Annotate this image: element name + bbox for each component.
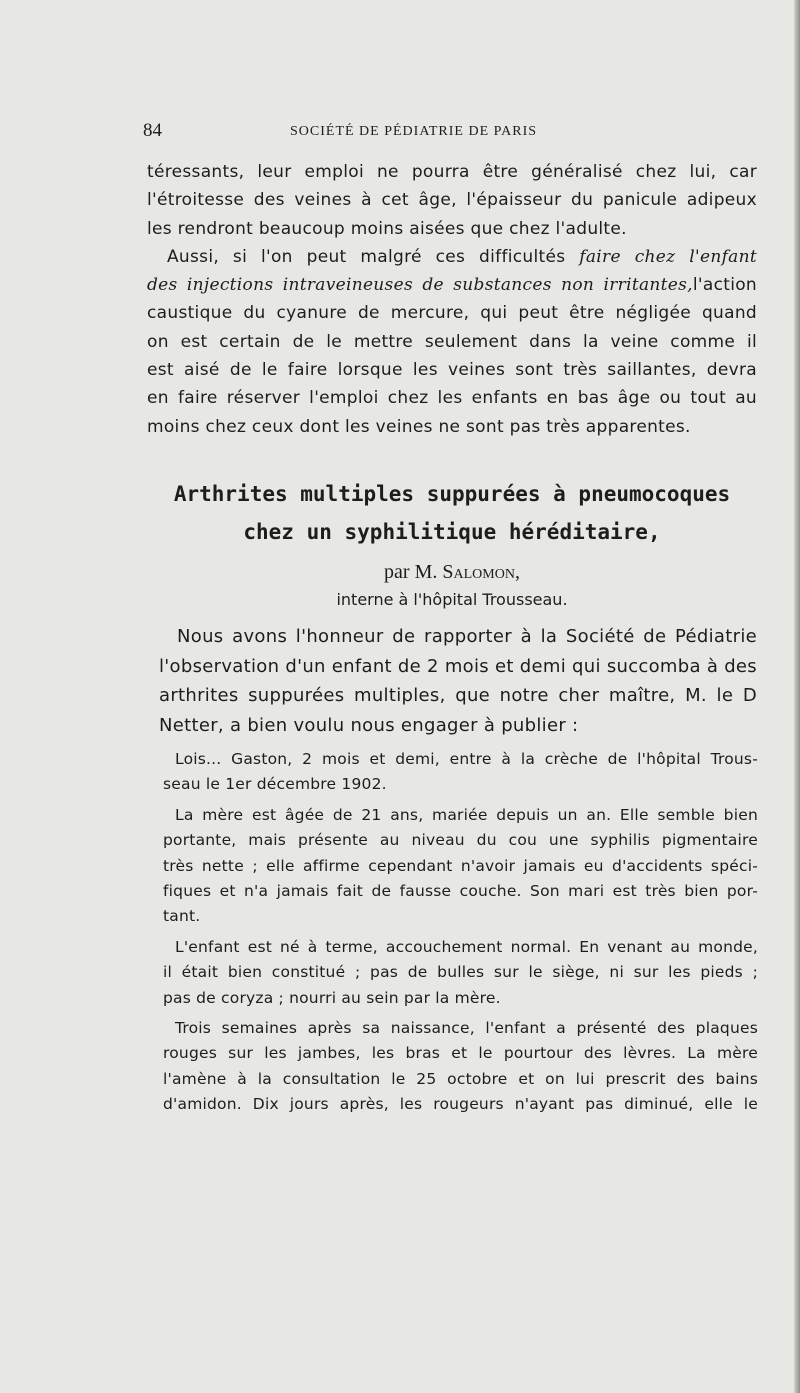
italic-fragment: des injections intraveineuses de substances non irritantes,: [147, 275, 693, 296]
text-line: fiques et n'a jamais fait de fausse couche. Son mari est très bien por-: [163, 882, 758, 901]
case-paragraph: [163, 803, 758, 930]
text-line: Trois semaines après sa naissance, l'enfant a présenté des plaques: [175, 1019, 758, 1038]
text-line: L'enfant est né à terme, accouchement normal. En venant au monde,: [175, 937, 758, 956]
italic-fragment: faire chez l'enfant: [579, 246, 757, 267]
author-line: [147, 557, 757, 587]
author-prefix: par M.: [384, 561, 438, 583]
author-affiliation: interne à l'hôpital Trousseau.: [336, 590, 568, 609]
page-edge: [794, 0, 800, 1393]
text-line: l'amène à la consultation le 25 octobre et on lui prescrit des bains: [163, 1069, 758, 1088]
author-name: Salomon,: [442, 561, 520, 583]
intro-paragraph: [159, 622, 757, 740]
text-line: portante, mais présente au niveau du cou une syphilis pigmentaire: [163, 831, 758, 850]
text-line: [147, 271, 757, 299]
text-fragment: Aussi, si l'on peut malgré ces difficultés: [167, 246, 566, 267]
article-title-line-2: chez un syphilitique héréditaire,: [243, 520, 661, 544]
text-line: téressants, leur emploi ne pourra être généralisé chez lui, car: [147, 162, 757, 182]
top-text: [147, 158, 757, 441]
text-line: [147, 243, 757, 271]
case-paragraph: [163, 1016, 758, 1118]
page-number: 84: [143, 120, 162, 141]
case-report: [163, 747, 758, 1123]
text-line: Nous avons l'honneur de rapporter à la Société de Pédiatrie: [177, 626, 757, 647]
text-line: tant.: [163, 907, 201, 926]
running-title: SOCIÉTÉ DE PÉDIATRIE DE PARIS: [290, 124, 538, 139]
text-line: arthrites suppurées multiples, que notre cher maître, M. le D: [159, 685, 757, 706]
text-line: il était bien constitué ; pas de bulles sur le siège, ni sur les pieds ;: [163, 963, 758, 982]
page-header: [143, 120, 758, 148]
text-line: rouges sur les jambes, les bras et le pourtour des lèvres. La mère: [163, 1044, 758, 1063]
text-line: caustique du cyanure de mercure, qui peut être négligée quand: [147, 303, 757, 324]
text-line: est aisé de le faire lorsque les veines sont très saillantes, devra: [147, 360, 757, 381]
text-line: pas de coryza ; nourri au sein par la mère.: [163, 988, 501, 1007]
case-paragraph: [163, 935, 758, 1011]
text-line: Lois... Gaston, 2 mois et demi, entre à la crèche de l'hôpital Trous-: [175, 750, 758, 768]
text-line: Netter, a bien voulu nous engager à publier :: [159, 714, 579, 736]
text-line: l'étroitesse des veines à cet âge, l'épaisseur du panicule adipeux: [147, 190, 757, 211]
article-title-line-1: Arthrites multiples suppurées à pneumocoques: [173, 482, 731, 506]
text-line: l'observation d'un enfant de 2 mois et demi qui succomba à des: [159, 655, 757, 677]
article-heading: [147, 475, 757, 613]
case-paragraph: [163, 747, 758, 798]
text-line: d'amidon. Dix jours après, les rougeurs n'ayant pas diminué, elle le: [163, 1095, 758, 1114]
text-line: on est certain de le mettre seulement dans la veine comme il: [147, 331, 757, 352]
text-line: moins chez ceux dont les veines ne sont pas très apparentes.: [147, 416, 691, 437]
text-fragment: l'action: [692, 275, 757, 296]
text-line: les rendront beaucoup moins aisées que chez l'adulte.: [147, 218, 627, 239]
text-line: seau le 1er décembre 1902.: [163, 775, 387, 794]
text-line: très nette ; elle affirme cependant n'avoir jamais eu d'accidents spéci-: [163, 856, 758, 875]
text-line: en faire réserver l'emploi chez les enfants en bas âge ou tout au: [147, 388, 757, 409]
text-line: La mère est âgée de 21 ans, mariée depuis un an. Elle semble bien: [175, 805, 758, 824]
